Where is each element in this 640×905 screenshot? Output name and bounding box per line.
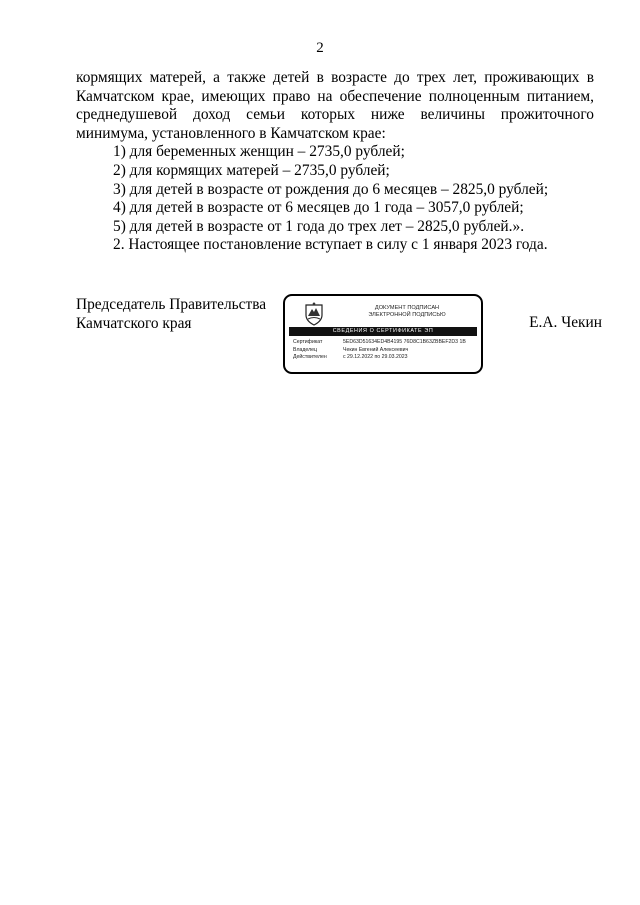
intro-paragraph: кормящих матерей, а также детей в возрасте до трех лет, проживающих в Камчатском крае, имеющих право на обеспечение полноценным питанием, среднедушевой доход семьи которых ниже величины прожиточного минимума, установленного в Камчатском крае: — [76, 69, 594, 142]
row-key: Сертификат — [293, 339, 323, 345]
document-body — [76, 69, 594, 255]
list-item: 3) для детей в возрасте от рождения до 6 месяцев – 2825,0 рублей; — [113, 180, 549, 198]
list-item: 4) для детей в возрасте от 6 месяцев до 1 года – 3057,0 рублей; — [113, 199, 524, 217]
row-value: Чекин Евгений Алексеевич — [343, 346, 409, 353]
signatory-position — [76, 296, 266, 333]
row-key: Действителен — [293, 354, 327, 361]
stamp-title-line-2: ЭЛЕКТРОННОЙ ПОДПИСЬЮ — [368, 311, 446, 318]
row-value: 5ED63D51634ED4B4195 76D8C1B63ZBBEF2D3 1B — [343, 339, 466, 345]
owner-row — [293, 347, 479, 353]
page-number: 2 — [316, 40, 324, 56]
position-line-2: Камчатского края — [76, 314, 192, 332]
coat-of-arms-icon — [303, 302, 325, 326]
certificate-details — [293, 339, 479, 362]
stamp-title — [333, 305, 481, 318]
position-line-1: Председатель Правительства — [76, 296, 267, 313]
signatory-name: Е.А. Чекин — [529, 314, 602, 331]
list-item: 2) для кормящих матерей – 2735,0 рублей; — [113, 161, 390, 179]
list-item: 1) для беременных женщин – 2735,0 рублей; — [113, 143, 405, 161]
stamp-title-line-1: ДОКУМЕНТ ПОДПИСАН — [374, 305, 440, 311]
row-key: Владелец — [293, 346, 317, 353]
validity-row — [293, 354, 479, 360]
certificate-row — [293, 339, 479, 345]
list-item: 5) для детей в возрасте от 1 года до трех лет – 2825,0 рублей.». — [113, 217, 525, 235]
effective-date-paragraph: 2. Настоящее постановление вступает в силу с 1 января 2023 года. — [113, 236, 548, 254]
row-value: с 29.12.2022 по 29.03.2023 — [343, 354, 408, 361]
certificate-info-bar: СВЕДЕНИЯ О СЕРТИФИКАТЕ ЭП — [289, 327, 477, 336]
e-signature-stamp — [283, 294, 483, 374]
